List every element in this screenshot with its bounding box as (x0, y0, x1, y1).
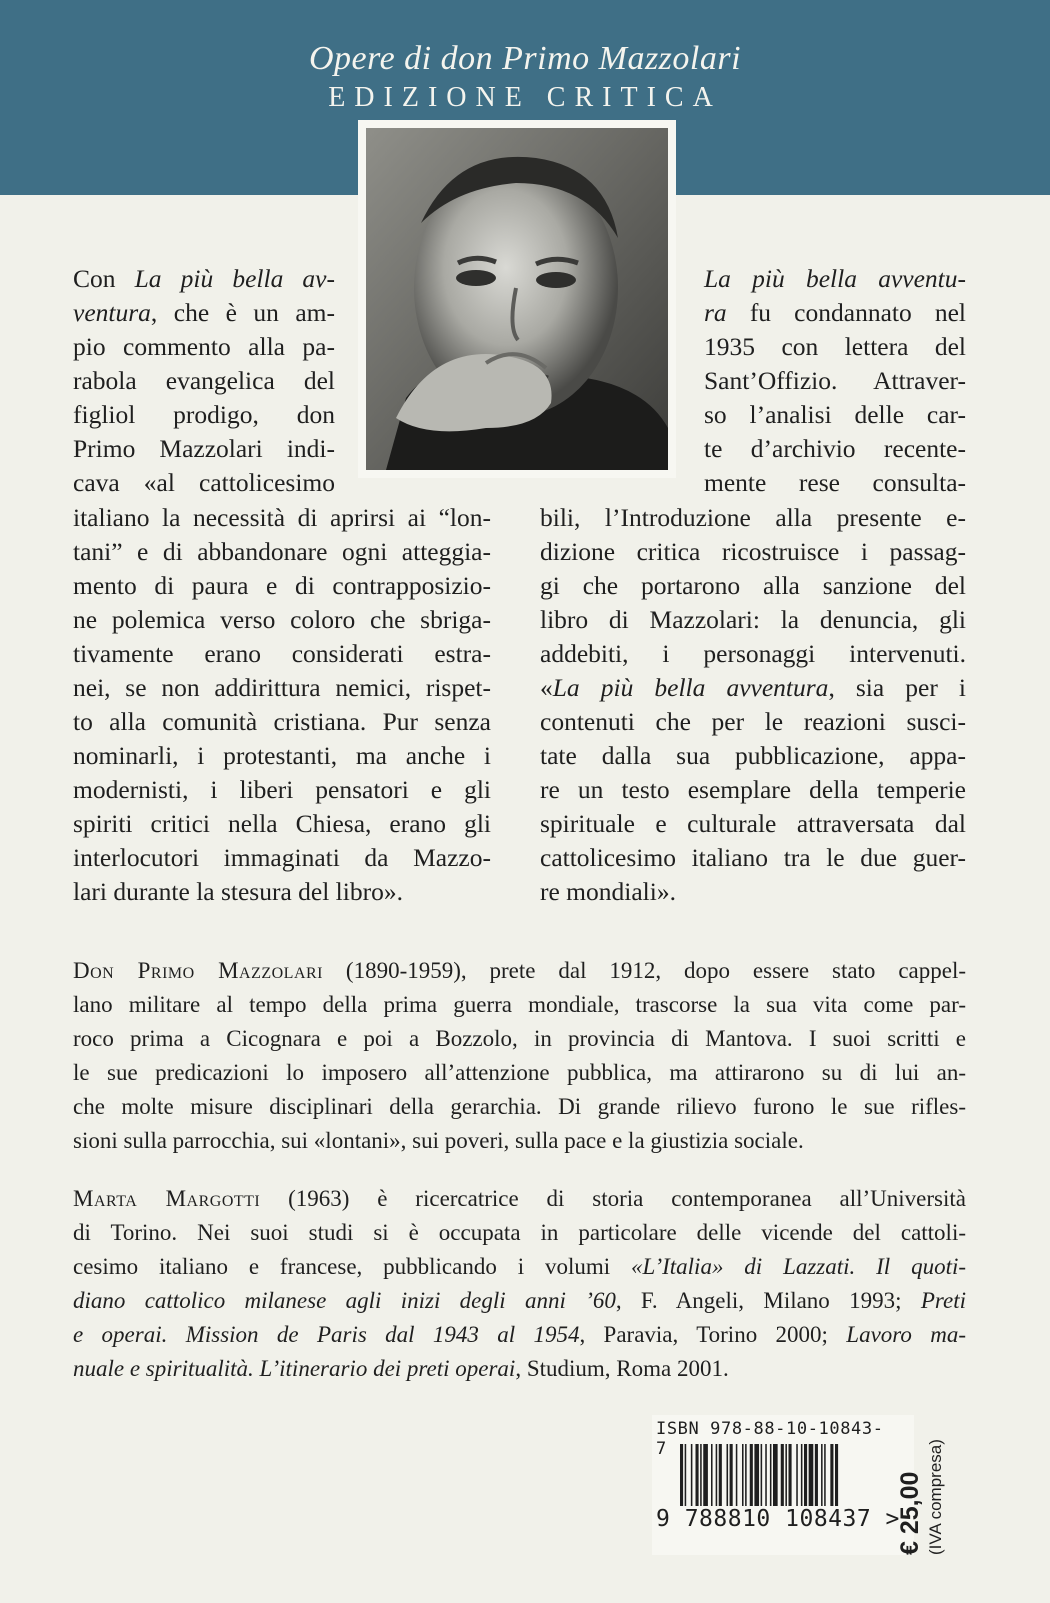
barcode-digits: 9 788810 108437 > (656, 1506, 900, 1532)
text-line: Sant’Offizio. Attraver- (704, 366, 966, 395)
barcode-bar (815, 1444, 818, 1506)
text-line: te d’archivio recente- (704, 434, 966, 463)
text-line: Marta Margotti (1963) è ricercatrice di storia contemporanea all’Università (73, 1186, 966, 1211)
right-column-intro (704, 262, 966, 500)
barcode-bar (796, 1444, 798, 1506)
text-line: Primo Mazzolari indi- (73, 434, 335, 463)
text-line: modernisti, i liberi pensatori e gli (73, 775, 491, 804)
barcode-bar (809, 1444, 814, 1506)
left-column-text (73, 501, 491, 909)
text-line: nominarli, i protestanti, ma anche i (73, 741, 491, 770)
text-line: spiriti critici nella Chiesa, erano gli (73, 809, 491, 838)
text-line: so l’analisi delle car- (704, 400, 966, 429)
text-line: mento di paura e di contrapposizio- (73, 571, 491, 600)
text-line: tani” e di abbandonare ogni atteggia- (73, 537, 491, 566)
barcode-bar (830, 1444, 833, 1506)
text-line: rabola evangelica del (73, 366, 335, 395)
text-line: Don Primo Mazzolari (1890-1959), prete dal 1912, dopo essere stato cappel- (73, 958, 966, 983)
barcode-bar (750, 1444, 753, 1506)
barcode-bar (680, 1444, 683, 1506)
series-title: Opere di don Primo Mazzolari (308, 40, 742, 77)
text-line: ra fu condannato nel (704, 298, 966, 327)
author-portrait (358, 120, 676, 478)
italic-title: La più bella av- (134, 264, 335, 293)
author-biography (73, 954, 966, 1158)
barcode-bar (730, 1444, 733, 1506)
italic-title: ventura (73, 298, 151, 327)
text-line: nuale e spiritualità. L’itinerario dei preti operai, Studium, Roma 2001. (73, 1356, 729, 1381)
portrait-photo-icon (366, 128, 668, 470)
text-line: che molte misure disciplinari della gerarchia. Di grande rilievo furono le sue rifles- (73, 1094, 966, 1119)
text-line: Con La più bella av- (73, 264, 335, 293)
text-line: cesimo italiano e francese, pubblicando i volumi «L’Italia» di Lazzati. Il quoti- (73, 1254, 967, 1279)
barcode-bar (770, 1444, 772, 1506)
italic-title: ra (704, 298, 727, 327)
barcode-bar (711, 1444, 713, 1506)
text-line: lari durante la stesura del libro». (73, 877, 403, 906)
barcode-bar (691, 1444, 693, 1506)
text-line: roco prima a Cicognara e poi a Bozzolo, in provincia di Mantova. I suoi scritti e (73, 1026, 966, 1051)
barcode-bar (773, 1444, 778, 1506)
barcode-bar (745, 1444, 747, 1506)
text-line: cattolicesimo italiano tra le due guer- (540, 843, 966, 872)
barcode-bar (700, 1444, 702, 1506)
barcode-bar (781, 1444, 784, 1506)
series-subtitle: EDIZIONE CRITICA (328, 82, 722, 113)
barcode-bar (761, 1444, 763, 1506)
ean-barcode-icon (680, 1444, 892, 1506)
italic-title: nuale e spiritualità. L’itinerario dei preti operai (73, 1356, 516, 1381)
vat-note: (IVA compresa) (926, 1439, 945, 1555)
text-line: pio commento alla pa- (73, 332, 335, 361)
text-line: libro di Mazzolari: la denuncia, gli (540, 605, 966, 634)
price-label: € 25,00 (896, 1471, 924, 1555)
italic-title: La più bella avventura (552, 673, 829, 702)
barcode-bar (742, 1444, 744, 1506)
text-line: to alla comunità cristiana. Pur senza (73, 707, 491, 736)
barcode-bar (685, 1444, 687, 1506)
text-line: le sue predicazioni lo imposero all’attenzione pubblica, ma attirarono su di lui an- (73, 1060, 966, 1085)
barcode-bar (736, 1444, 738, 1506)
italic-title: Lavoro ma- (846, 1322, 966, 1347)
text-line: mente rese consulta- (704, 468, 966, 497)
isbn-label: ISBN 978-88-10-10843-7 (656, 1419, 884, 1459)
text-line: sioni sulla parrocchia, sui «lontani», sui poveri, sulla pace e la giustizia sociale. (73, 1128, 804, 1153)
italic-title: Preti (920, 1288, 966, 1313)
barcode-bar (804, 1444, 807, 1506)
text-line: interlocutori immaginati da Mazzo- (73, 843, 491, 872)
text-line: diano cattolico milanese agli inizi degli anni ’60, F. Angeli, Milano 1993; Preti (73, 1288, 966, 1313)
text-line: bili, l’Introduzione alla presente e- (540, 503, 966, 532)
barcode-bar (789, 1444, 792, 1506)
text-line: addebiti, i personaggi intervenuti. (540, 639, 966, 668)
left-column-intro (73, 262, 335, 500)
text-line: 1935 con lettera del (704, 332, 966, 361)
text-line: di Torino. Nei suoi studi si è occupata in particolare delle vicende del cattoli- (73, 1220, 966, 1245)
text-line: ventura, che è un am- (73, 298, 335, 327)
barcode-bar (824, 1444, 826, 1506)
editor-biography (73, 1182, 966, 1386)
italic-title: «L’Italia» di Lazzati. Il quoti- (631, 1254, 967, 1279)
text-line: tivamente erano considerati estra- (73, 639, 491, 668)
text-line: nei, se non addirittura nemici, rispet- (73, 673, 491, 702)
barcode-bar (801, 1444, 803, 1506)
barcode-bar (754, 1444, 759, 1506)
barcode-bar (703, 1444, 708, 1506)
right-column-text (540, 501, 966, 909)
barcode-bar (785, 1444, 787, 1506)
italic-title: La più bella avventu- (704, 264, 966, 293)
italic-title: e operai. Mission de Paris dal 1943 al 1954 (73, 1322, 580, 1347)
barcode-bar (727, 1444, 729, 1506)
text-line: italiano la necessità di aprirsi ai “lon- (73, 503, 491, 532)
text-line: cava «al cattolicesimo (73, 468, 335, 497)
text-line: ne polemica verso coloro che sbriga- (73, 605, 491, 634)
person-name: Don Primo Mazzolari (73, 958, 324, 983)
text-line: figliol prodigo, don (73, 400, 335, 429)
text-line: re mondiali». (540, 877, 676, 906)
text-line: e operai. Mission de Paris dal 1943 al 1954, Paravia, Torino 2000; Lavoro ma- (73, 1322, 966, 1347)
barcode-bar (716, 1444, 718, 1506)
text-line: re un testo esemplare della temperie (540, 775, 966, 804)
barcode-bar (821, 1444, 823, 1506)
text-line: spirituale e culturale attraversata dal (540, 809, 966, 838)
text-line: tate dalla sua pubblicazione, appa- (540, 741, 966, 770)
barcode-bar (696, 1444, 699, 1506)
person-name: Marta Margotti (73, 1186, 261, 1211)
barcode-bar (835, 1444, 838, 1506)
text-line: dizione critica ricostruisce i passag- (540, 537, 966, 566)
text-line: lano militare al tempo della prima guerra mondiale, trascorse la sua vita come par- (73, 992, 966, 1017)
text-line: gi che portarono alla sanzione del (540, 571, 966, 600)
barcode-bar (719, 1444, 722, 1506)
text-line (704, 262, 966, 296)
barcode-bar (765, 1444, 767, 1506)
italic-title: diano cattolico milanese agli inizi degli anni ’60 (73, 1288, 616, 1313)
text-line: contenuti che per le reazioni susci- (540, 707, 966, 736)
text-line: «La più bella avventura, sia per i (540, 673, 966, 702)
